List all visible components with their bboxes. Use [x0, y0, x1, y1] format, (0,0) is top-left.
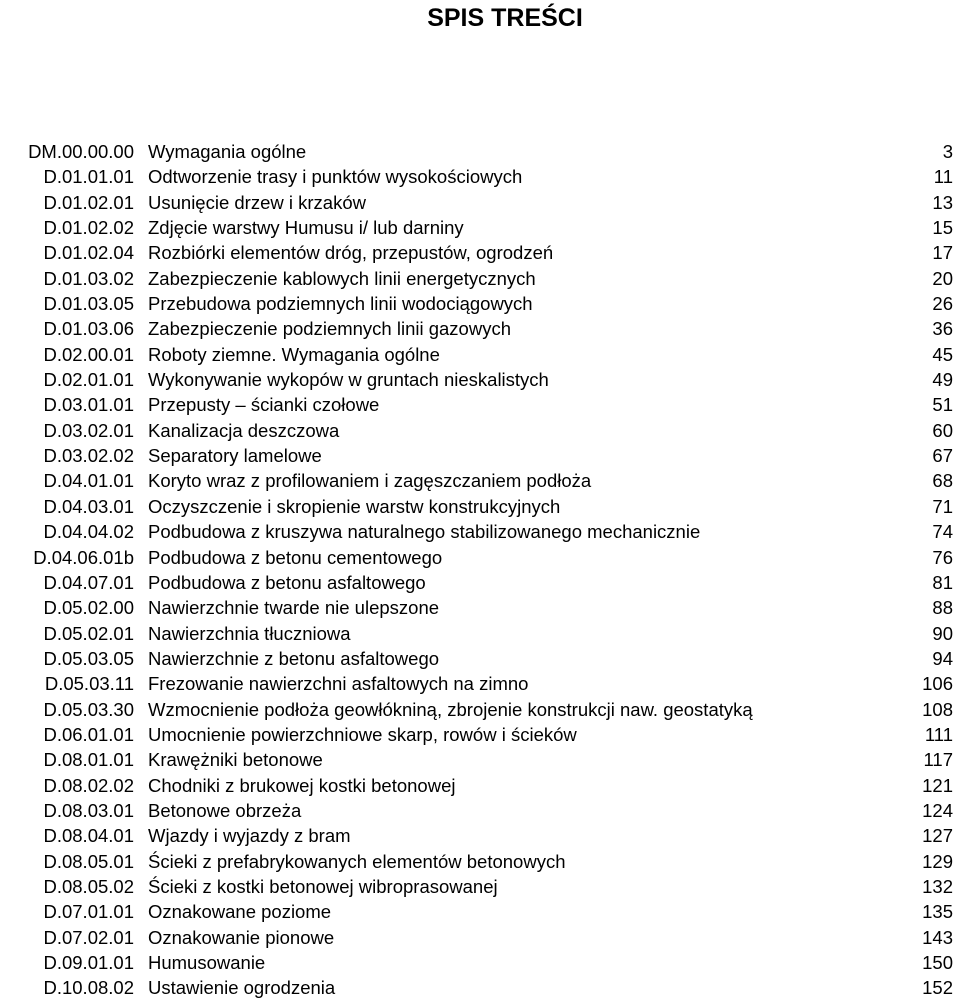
toc-entry-title: Nawierzchnia tłuczniowa: [148, 622, 351, 644]
toc-entry-code: D.07.01.01: [43, 901, 134, 923]
toc-entry: [0, 899, 960, 924]
toc-entry-title: Humusowanie: [148, 952, 266, 973]
toc-entry: [0, 164, 960, 189]
toc-entry-code: D.04.01.01: [43, 470, 134, 492]
toc-entry: [0, 494, 960, 519]
toc-entry-page-number: 127: [922, 825, 953, 847]
toc-entry-page-number: 129: [922, 850, 953, 872]
toc-entry-page-number: 121: [922, 774, 953, 796]
toc-entry-title: Oznakowanie pionowe: [148, 926, 335, 948]
toc-entry-title: Wykonywanie wykopów w gruntach nieskalistych: [148, 369, 549, 391]
toc-entry: [0, 316, 960, 341]
toc-entry: [0, 392, 960, 417]
toc-entry-code: D.04.06.01b: [33, 546, 134, 568]
page-title: SPIS TREŚCI: [427, 4, 583, 32]
toc-entry-title: Oznakowane poziome: [148, 901, 332, 923]
toc-entry: [0, 545, 960, 570]
toc-entry: [0, 443, 960, 468]
toc-entry-page-number: 106: [922, 673, 953, 695]
toc-entry-code: D.01.02.02: [43, 217, 134, 239]
toc-entry-code: D.08.04.01: [43, 825, 134, 847]
toc-entry-page-number: 36: [932, 318, 953, 340]
toc-entry-code: D.08.01.01: [43, 749, 134, 771]
toc-entry-title: Podbudowa z betonu asfaltowego: [148, 571, 426, 593]
toc-entry: [0, 722, 960, 747]
toc-entry-code: D.08.05.02: [43, 875, 134, 897]
toc-entry-page-number: 20: [932, 267, 953, 289]
toc-entry-page-number: 17: [932, 242, 953, 264]
toc-entry-page-number: 3: [942, 141, 953, 162]
toc-entry-title: Nawierzchnie twarde nie ulepszone: [148, 597, 440, 619]
toc-entry-page-number: 90: [932, 622, 953, 644]
toc-entry-page-number: 108: [922, 698, 953, 720]
toc-entry: [0, 621, 960, 646]
toc-entry-title: Podbudowa z kruszywa naturalnego stabilizowanego mechanicznie: [148, 521, 701, 543]
toc-entry-page-number: 111: [924, 723, 953, 745]
toc-entry: [0, 823, 960, 848]
toc-entry-page-number: 76: [932, 546, 953, 568]
toc-entry: [0, 671, 960, 696]
toc-entry-title: Krawężniki betonowe: [148, 749, 323, 771]
toc-entry-code: D.01.03.02: [43, 267, 134, 289]
toc-entry-code: D.09.01.01: [43, 952, 134, 973]
toc-entry-title: Przepusty – ścianki czołowe: [148, 394, 380, 416]
toc-entry: [0, 418, 960, 443]
toc-entry-code: D.10.08.02: [43, 977, 134, 999]
toc-entry-code: D.05.02.01: [43, 622, 134, 644]
toc-entry-code: D.08.03.01: [43, 799, 134, 821]
toc-entry-code: D.02.00.01: [43, 343, 134, 365]
toc-entry-page-number: 81: [932, 571, 953, 593]
toc-entry-page-number: 11: [933, 166, 953, 188]
toc-entry-title: Usunięcie drzew i krzaków: [148, 191, 366, 213]
toc-entry-title: Chodniki z brukowej kostki betonowej: [148, 774, 456, 796]
toc-entry-title: Rozbiórki elementów dróg, przepustów, ogrodzeń: [148, 242, 554, 264]
toc-entry-code: D.05.03.30: [43, 698, 134, 720]
toc-entry-title: Podbudowa z betonu cementowego: [148, 546, 443, 568]
toc-entry-title: Roboty ziemne. Wymagania ogólne: [148, 343, 440, 365]
toc-entry-code: D.01.03.05: [43, 293, 134, 315]
toc-entry-title: Oczyszczenie i skropienie warstw konstrukcyjnych: [148, 495, 561, 517]
toc-entry-page-number: 68: [932, 470, 953, 492]
toc-entry-page-number: 132: [922, 875, 953, 897]
toc-entry-page-number: 45: [932, 343, 953, 365]
toc-entry-code: D.04.03.01: [43, 495, 134, 517]
toc-entry: [0, 595, 960, 620]
toc-entry-page-number: 150: [922, 952, 953, 973]
toc-entry-page-number: 117: [923, 749, 953, 771]
toc-entry: [0, 849, 960, 874]
toc-entry-page-number: 143: [922, 926, 953, 948]
toc-entry: [0, 925, 960, 950]
toc-entry-code: D.03.02.01: [43, 419, 134, 441]
toc-entry: [0, 773, 960, 798]
toc-entry: [0, 215, 960, 240]
toc-entry-code: D.01.02.04: [43, 242, 134, 264]
toc-entry: [0, 975, 960, 1000]
toc-entry-title: Przebudowa podziemnych linii wodociągowych: [148, 293, 533, 315]
toc-entry-code: D.08.05.01: [43, 850, 134, 872]
toc-entry: [0, 519, 960, 544]
toc-entry-code: DM.00.00.00: [28, 141, 134, 162]
toc-entry-page-number: 152: [922, 977, 953, 999]
toc-entry-code: D.05.03.05: [43, 647, 134, 669]
toc-entry: [0, 697, 960, 722]
toc-entry-code: D.06.01.01: [43, 723, 134, 745]
toc-entry-code: D.04.07.01: [43, 571, 134, 593]
toc-entry-title: Separatory lamelowe: [148, 445, 322, 467]
toc-entry-title: Wzmocnienie podłoża geowłókniną, zbrojenie konstrukcji naw. geostatyką: [148, 698, 753, 720]
toc-entry-title: Zabezpieczenie kablowych linii energetycznych: [148, 267, 536, 289]
toc-entry-page-number: 67: [932, 445, 953, 467]
toc-entry-code: D.01.03.06: [43, 318, 134, 340]
toc-entry-page-number: 94: [932, 647, 953, 669]
toc-entry-code: D.02.01.01: [43, 369, 134, 391]
toc-entry: [0, 747, 960, 772]
toc-entry-page-number: 88: [932, 597, 953, 619]
toc-entry-title: Umocnienie powierzchniowe skarp, rowów i ścieków: [148, 723, 577, 745]
table-of-contents: [0, 139, 960, 1001]
toc-entry-code: D.04.04.02: [43, 521, 134, 543]
toc-entry-title: Wymagania ogólne: [148, 141, 307, 162]
toc-entry-title: Frezowanie nawierzchni asfaltowych na zimno: [148, 673, 529, 695]
toc-entry-page-number: 13: [932, 191, 953, 213]
toc-entry: [0, 646, 960, 671]
toc-entry: [0, 266, 960, 291]
toc-entry: [0, 291, 960, 316]
toc-entry-page-number: 26: [932, 293, 953, 315]
toc-entry: [0, 874, 960, 899]
toc-entry-code: D.05.02.00: [43, 597, 134, 619]
toc-entry-title: Zdjęcie warstwy Humusu i/ lub darniny: [148, 217, 464, 239]
toc-entry-title: Ustawienie ogrodzenia: [148, 977, 336, 999]
toc-entry-code: D.03.02.02: [43, 445, 134, 467]
toc-entry: [0, 570, 960, 595]
toc-entry-page-number: 71: [932, 495, 953, 517]
toc-entry-code: D.01.01.01: [43, 166, 134, 188]
toc-entry: [0, 342, 960, 367]
toc-entry: [0, 190, 960, 215]
toc-entry-title: Koryto wraz z profilowaniem i zagęszczaniem podłoża: [148, 470, 592, 492]
toc-entry-code: D.08.02.02: [43, 774, 134, 796]
toc-entry-title: Odtworzenie trasy i punktów wysokościowych: [148, 166, 523, 188]
toc-entry-code: D.07.02.01: [43, 926, 134, 948]
toc-entry-page-number: 60: [932, 419, 953, 441]
toc-entry: [0, 139, 960, 164]
toc-entry-title: Wjazdy i wyjazdy z bram: [148, 825, 351, 847]
toc-entry: [0, 468, 960, 493]
toc-entry: [0, 367, 960, 392]
toc-entry-title: Nawierzchnie z betonu asfaltowego: [148, 647, 440, 669]
toc-entry-page-number: 49: [932, 369, 953, 391]
toc-entry-page-number: 74: [932, 521, 953, 543]
toc-entry-page-number: 135: [922, 901, 953, 923]
toc-entry: [0, 240, 960, 265]
toc-entry-code: D.03.01.01: [43, 394, 134, 416]
toc-entry-page-number: 51: [932, 394, 953, 416]
toc-entry: [0, 950, 960, 975]
toc-entry-page-number: 15: [932, 217, 953, 239]
toc-entry: [0, 798, 960, 823]
toc-entry-title: Betonowe obrzeża: [148, 799, 302, 821]
toc-entry-page-number: 124: [922, 799, 953, 821]
toc-entry-title: Zabezpieczenie podziemnych linii gazowych: [148, 318, 511, 340]
toc-entry-code: D.05.03.11: [44, 673, 134, 695]
toc-entry-title: Kanalizacja deszczowa: [148, 419, 340, 441]
toc-entry-code: D.01.02.01: [43, 191, 134, 213]
toc-entry-title: Ścieki z prefabrykowanych elementów betonowych: [148, 850, 566, 872]
toc-entry-title: Ścieki z kostki betonowej wibroprasowanej: [148, 875, 498, 897]
